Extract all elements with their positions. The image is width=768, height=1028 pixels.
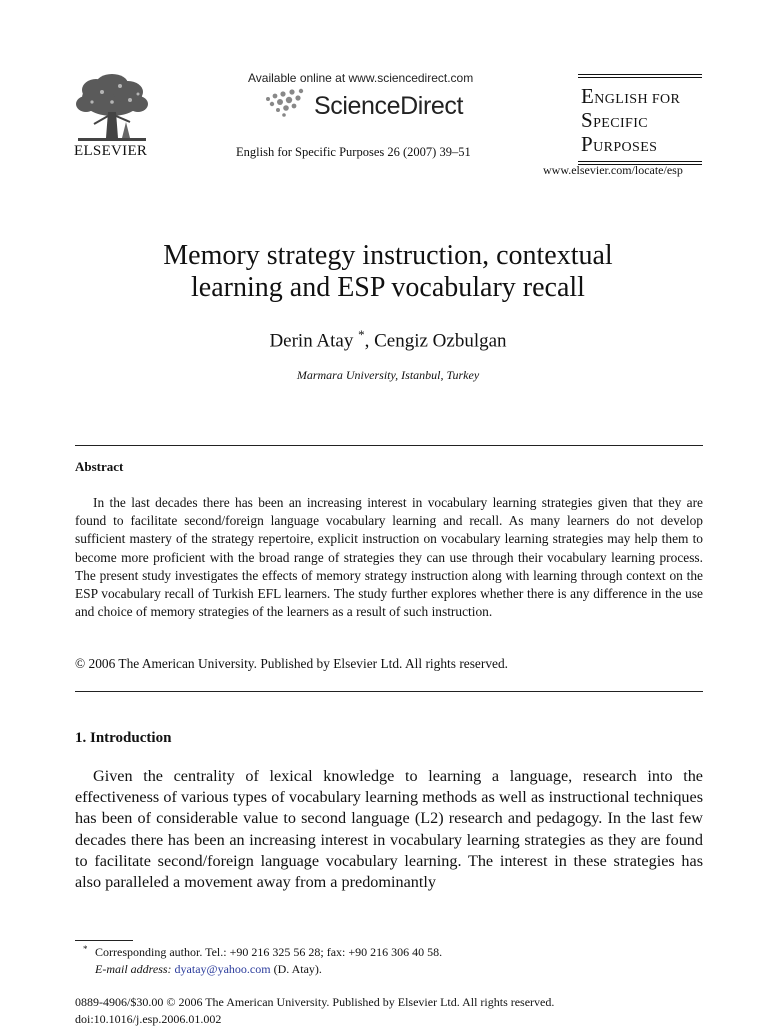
abstract-heading: Abstract <box>75 459 124 474</box>
corresponding-author-mark[interactable]: * <box>358 327 365 342</box>
journal-title <box>578 80 702 161</box>
journal-citation: English for Specific Purposes 26 (2007) 39–51 <box>236 145 471 159</box>
divider <box>578 74 702 75</box>
affiliation: Marmara University, Istanbul, Turkey <box>296 368 480 382</box>
journal-title-box <box>578 74 702 159</box>
journal-title-line: PURPOSES <box>581 132 658 156</box>
publisher-name: ELSEVIER <box>74 143 148 159</box>
journal-title-line: SPECIFIC <box>581 108 649 132</box>
email-link[interactable]: dyatay@yahoo.com <box>174 962 271 976</box>
divider <box>578 77 702 78</box>
available-online-text[interactable]: Available online at www.sciencedirect.com <box>248 71 474 85</box>
abstract-text: In the last decades there has been an increasing interest in vocabulary learning strategies given that they are found to facilitate second/foreign language vocabulary learning and recall. As many learners do not develop sufficient mastery of the strategy repertoire, explicit instruction on vocabulary learning strategies may help them to become more proficient with the broad range of strategies they can use through their vocabulary learning process. The present study investigates the effects of memory strategy instruction along with learning through context on the ESP vocabulary recall of Turkish EFL learners. The study further explores whether there is any difference in the use and choice of memory strategies of the learners as a result of such instruction. <box>75 495 703 620</box>
paper-title-line: learning and ESP vocabulary recall <box>191 272 585 303</box>
divider <box>75 691 703 692</box>
journal-url[interactable]: www.elsevier.com/locate/esp <box>543 163 683 177</box>
email-suffix: (D. Atay). <box>270 962 322 976</box>
doi-line[interactable]: doi:10.1016/j.esp.2006.01.002 <box>75 1012 222 1026</box>
abstract-copyright: © 2006 The American University. Published by Elsevier Ltd. All rights reserved. <box>75 656 509 671</box>
journal-title-line: ENGLISH FOR <box>581 84 681 108</box>
footnote <box>83 944 442 978</box>
sciencedirect-dots-icon <box>262 87 312 117</box>
intro-paragraph: Given the centrality of lexical knowledge to learning a language, research into the effectiveness of various types of vocabulary learning methods as well as instructional techniques has been of considerable value to second language (L2) research and pedagogy. In the last few decades there has been an increasing interest in vocabulary learning strategies as they are found to facilitate second/foreign language vocabulary learning. The interest in these strategies has also paralleled a movement away from a predominantly <box>75 767 703 892</box>
divider <box>75 445 703 446</box>
author-name[interactable]: Derin Atay <box>269 330 354 352</box>
paper-title <box>0 240 768 304</box>
divider <box>578 161 702 162</box>
sciencedirect-logo-text: ScienceDirect <box>314 92 464 120</box>
footnote-corresponding: Corresponding author. Tel.: +90 216 325 56 28; fax: +90 216 306 40 58. <box>95 945 443 959</box>
footnote-mark: * <box>83 944 88 954</box>
email-label: E-mail address: <box>95 962 172 976</box>
author-list <box>0 327 768 352</box>
paper-title-line: Memory strategy instruction, contextual <box>163 240 613 271</box>
section-heading: 1. Introduction <box>75 730 172 746</box>
page-footer <box>75 994 554 1028</box>
footnote-email-line <box>83 961 442 978</box>
issn-line: 0889-4906/$30.00 © 2006 The American University. Published by Elsevier Ltd. All rights reserved. <box>75 995 555 1009</box>
author-name[interactable]: , Cengiz Ozbulgan <box>364 330 507 352</box>
